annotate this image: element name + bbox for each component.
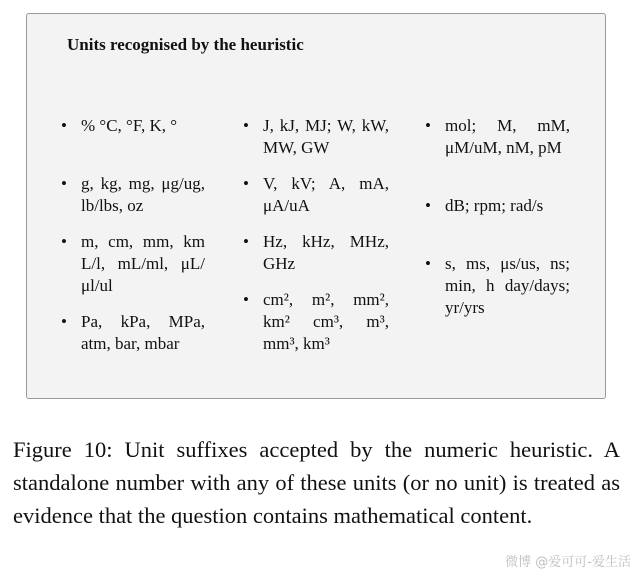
unit-column-3 [425,115,570,319]
unit-item-temperature [61,115,205,137]
unit-item-length-volume [61,231,205,297]
unit-item-text: • V, kV; A, mA, μA/uA [263,174,389,215]
unit-item-energy-power [243,115,389,159]
unit-item-frequency [243,231,389,275]
unit-column-2 [243,115,389,355]
unit-item-text: • Hz, kHz, MHz, GHz [263,232,389,273]
box-title: Units recognised by the heuristic [67,35,304,54]
unit-item-text: • s, ms, μs/us, ns; min, h day/days; yr/yrs [445,254,570,317]
unit-item-misc [425,195,570,217]
unit-item-text: • g, kg, mg, μg/ug, lb/lbs, oz [81,174,205,215]
unit-item-concentration [425,115,570,159]
unit-item-mass [61,173,205,217]
figure-caption: Figure 10: Unit suffixes accepted by the numeric heuristic. A standalone number with any of these units (or no unit) is treated as evidence that the question contains mathematical content. [13,437,620,528]
unit-item-text: • dB; rpm; rad/s [445,196,544,215]
unit-item-text: • Pa, kPa, MPa, atm, bar, mbar [81,312,205,353]
unit-item-text: • J, kJ, MJ; W, kW, MW, GW [263,116,389,157]
unit-column-1 [61,115,205,355]
unit-item-area-volume [243,289,389,355]
unit-item-text: • cm², m², mm², km² cm³, m³, mm³, km³ [263,290,389,353]
unit-item-time [425,253,570,319]
unit-item-text: • m, cm, mm, km L/l, mL/ml, μL/μl/ul [81,232,205,295]
unit-item-text: • % °C, °F, K, ° [81,116,178,135]
unit-list-box [26,13,606,399]
unit-item-electric [243,173,389,217]
unit-item-text: • mol; M, mM, μM/uM, nM, pM [445,116,570,157]
unit-item-pressure [61,311,205,355]
watermark: 微博 @爱可可-爱生活 [505,555,631,570]
